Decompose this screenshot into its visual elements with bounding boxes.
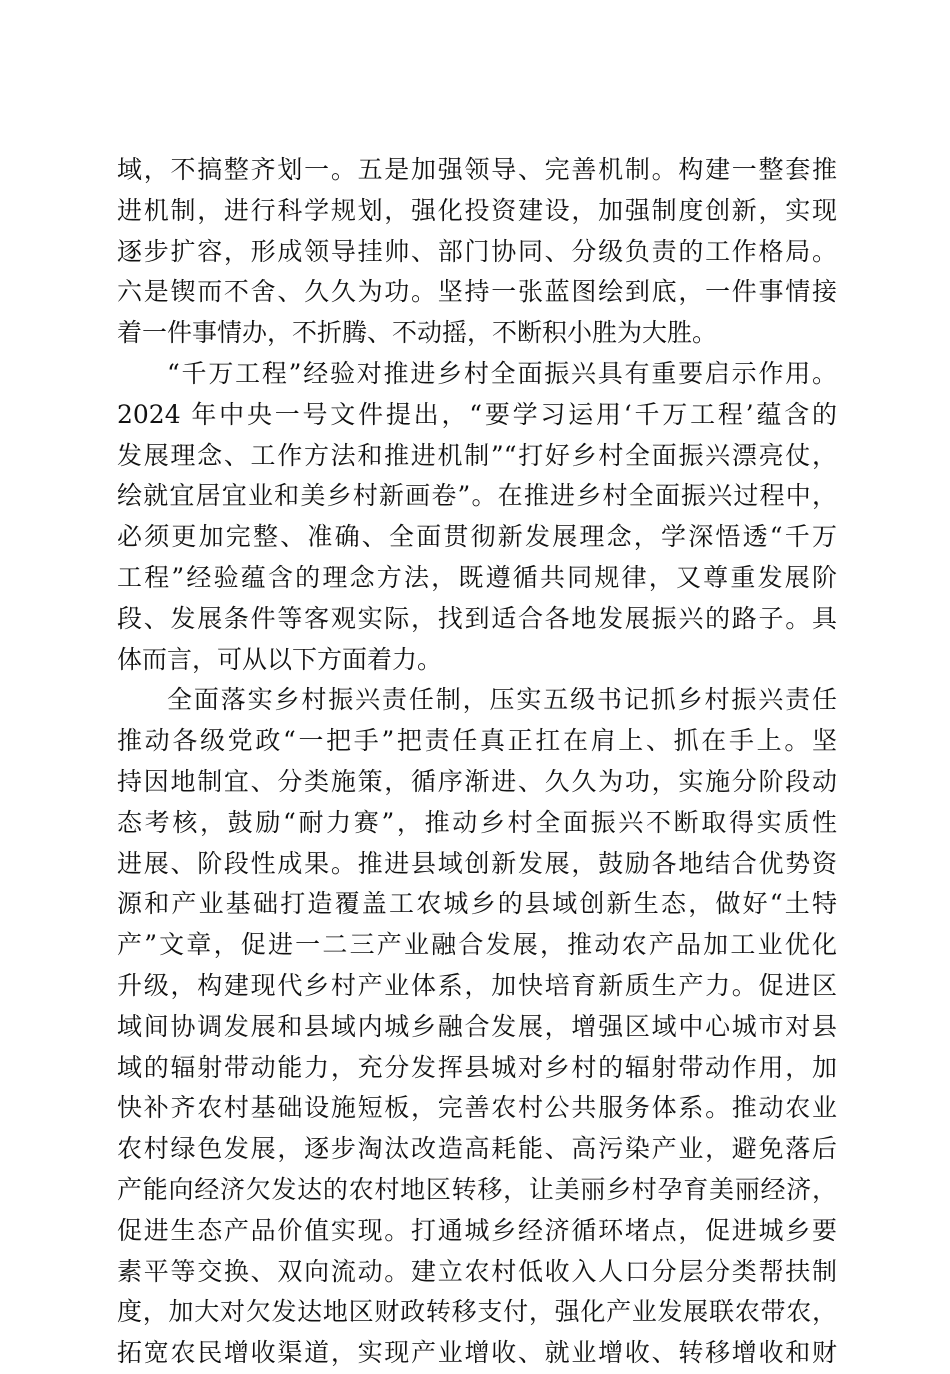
- text-line: “千万工程”经验对推进乡村全面振兴具有重要启示作用。: [167, 358, 837, 388]
- text-line: 进机制，进行科学规划，强化投资建设，加强制度创新，实现: [117, 195, 837, 225]
- text-line: 产能向经济欠发达的农村地区转移，让美丽乡村孕育美丽经济，: [117, 1174, 837, 1204]
- body-text: [117, 150, 837, 1374]
- text-line: 推动各级党政“一把手”把责任真正扛在肩上、抓在手上。坚: [117, 726, 837, 756]
- text-line: 度，加大对欠发达地区财政转移支付，强化产业发展联农带农，: [117, 1297, 837, 1327]
- text-line: 体而言，可从以下方面着力。: [117, 644, 443, 674]
- text-line: 持因地制宜、分类施策，循序渐进、久久为功，实施分阶段动: [117, 766, 837, 796]
- text-line: 工程”经验蕴含的理念方法，既遵循共同规律，又尊重发展阶: [117, 562, 837, 592]
- text-line: 全面落实乡村振兴责任制，压实五级书记抓乡村振兴责任: [167, 685, 837, 715]
- text-line: 绘就宜居宜业和美乡村新画卷”。在推进乡村全面振兴过程中，: [117, 481, 837, 511]
- text-line: 六是锲而不舍、久久为功。坚持一张蓝图绘到底，一件事情接: [117, 277, 837, 307]
- text-line: 域的辐射带动能力，充分发挥县城对乡村的辐射带动作用，加: [117, 1052, 837, 1082]
- text-line: 必须更加完整、准确、全面贯彻新发展理念，学深悟透“千万: [117, 522, 837, 552]
- text-line: 段、发展条件等客观实际，找到适合各地发展振兴的路子。具: [117, 603, 837, 633]
- text-line: 升级，构建现代乡村产业体系，加快培育新质生产力。促进区: [117, 970, 837, 1000]
- text-line: 拓宽农民增收渠道，实现产业增收、就业增收、转移增收和财: [117, 1338, 837, 1368]
- text-line: 源和产业基础打造覆盖工农城乡的县域创新生态，做好“土特: [117, 889, 837, 919]
- text-line: 域，不搞整齐划一。五是加强领导、完善机制。构建一整套推: [117, 155, 837, 184]
- text-line: 进展、阶段性成果。推进县域创新发展，鼓励各地结合优势资: [117, 848, 837, 878]
- text-line: 产”文章，促进一二三产业融合发展，推动农产品加工业优化: [117, 930, 837, 960]
- text-line: 素平等交换、双向流动。建立农村低收入人口分层分类帮扶制: [117, 1256, 837, 1286]
- text-line: 发展理念、工作方法和推进机制”“打好乡村全面振兴漂亮仗，: [117, 440, 837, 470]
- text-line: 域间协调发展和县域内城乡融合发展，增强区域中心城市对县: [117, 1011, 837, 1041]
- text-line: 着一件事情办，不折腾、不动摇，不断积小胜为大胜。: [117, 318, 718, 348]
- text-line: 逐步扩容，形成领导挂帅、部门协同、分级负责的工作格局。: [117, 236, 837, 266]
- text-line: 快补齐农村基础设施短板，完善农村公共服务体系。推动农业: [117, 1093, 837, 1123]
- text-line: 促进生态产品价值实现。打通城乡经济循环堵点，促进城乡要: [117, 1215, 837, 1245]
- text-line: 农村绿色发展，逐步淘汰改造高耗能、高污染产业，避免落后: [117, 1134, 837, 1164]
- text-line: 2024 年中央一号文件提出，“要学习运用‘千万工程’蕴含的: [117, 399, 837, 429]
- text-line: 态考核，鼓励“耐力赛”，推动乡村全面振兴不断取得实质性: [117, 807, 837, 837]
